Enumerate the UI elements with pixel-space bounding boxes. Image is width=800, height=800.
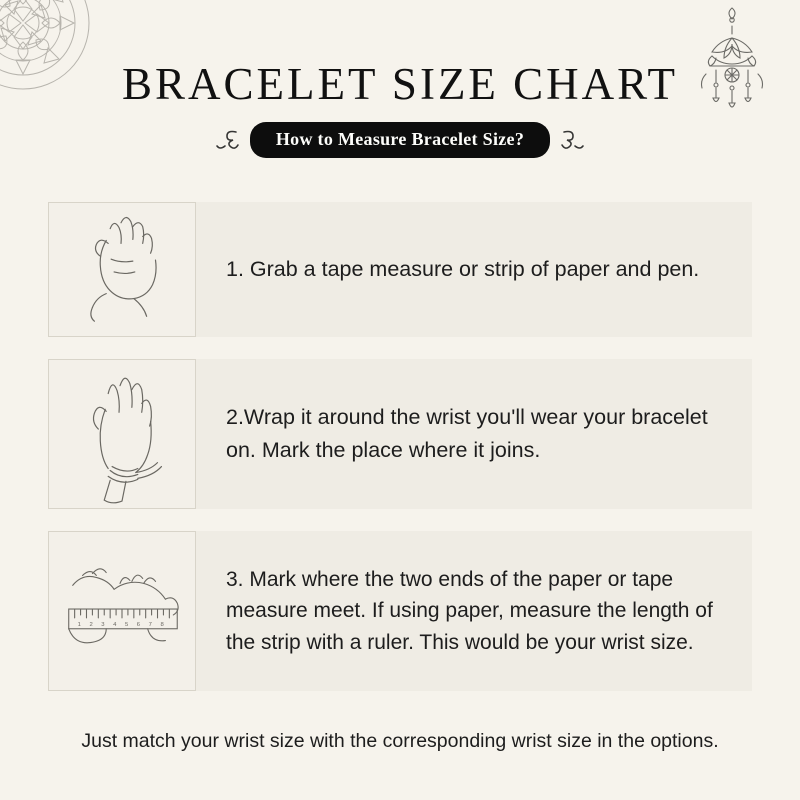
svg-text:2: 2 — [89, 621, 93, 628]
page-title: BRACELET SIZE CHART — [122, 59, 678, 109]
steps-list — [48, 202, 752, 713]
step-text: 3. Mark where the two ends of the paper or tape measure meet. If using paper, measure the length of the strip with a ruler. This would be your wrist size. — [226, 567, 713, 654]
subtitle-pill: How to Measure Bracelet Size? — [250, 122, 550, 158]
subtitle-row — [0, 122, 800, 158]
footer-note: Just match your wrist size with the corresponding wrist size in the options. — [81, 730, 719, 752]
svg-text:6: 6 — [136, 621, 141, 628]
svg-text:8: 8 — [160, 621, 164, 628]
svg-text:5: 5 — [124, 621, 129, 628]
hands-measuring-with-ruler-illustration — [48, 531, 196, 691]
hand-fist-illustration — [48, 202, 196, 337]
flourish-left-ornament — [214, 127, 240, 153]
svg-text:4: 4 — [113, 621, 117, 628]
svg-text:3: 3 — [101, 621, 105, 628]
step-item — [48, 531, 752, 691]
step-text: 1. Grab a tape measure or strip of paper and pen. — [226, 256, 700, 281]
hand-with-tape-around-wrist-illustration — [48, 359, 196, 509]
step-text: 2.Wrap it around the wrist you'll wear your bracelet on. Mark the place where it joins. — [226, 404, 708, 462]
svg-text:1: 1 — [77, 621, 81, 628]
flourish-right-ornament — [560, 127, 586, 153]
step-item — [48, 359, 752, 509]
svg-text:7: 7 — [148, 621, 152, 628]
step-item — [48, 202, 752, 337]
